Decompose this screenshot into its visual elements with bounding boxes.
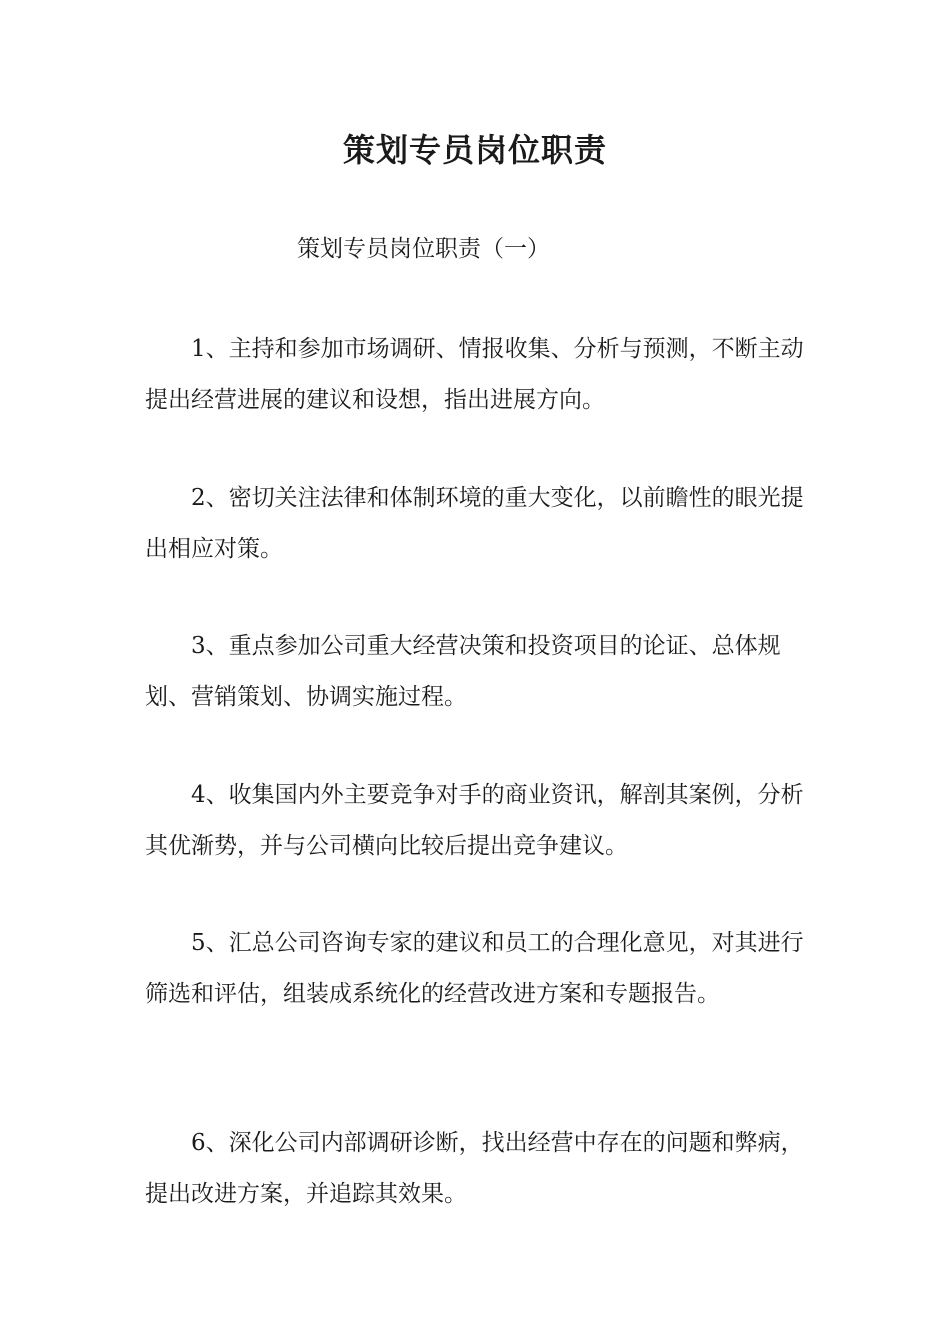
document-subtitle: 策划专员岗位职责（一） xyxy=(297,236,550,262)
duty-paragraph-6: 6、深化公司内部调研诊断，找出经营中存在的问题和弊病，提出改进方案，并追踪其效果。 xyxy=(145,1130,804,1207)
duty-paragraph-3: 3、重点参加公司重大经营决策和投资项目的论证、总体规划、营销策划、协调实施过程。 xyxy=(145,633,781,710)
duty-paragraph-2: 2、密切关注法律和体制环境的重大变化，以前瞻性的眼光提出相应对策。 xyxy=(145,485,804,562)
document-title: 策划专员岗位职责 xyxy=(342,131,607,169)
duty-paragraph-5: 5、汇总公司咨询专家的建议和员工的合理化意见，对其进行筛选和评估，组装成系统化的经营改进方案和专题报告。 xyxy=(145,930,804,1007)
duty-paragraph-4: 4、收集国内外主要竞争对手的商业资讯，解剖其案例，分析其优渐势，并与公司横向比较后提出竞争建议。 xyxy=(145,782,804,859)
duty-paragraph-1: 1、主持和参加市场调研、情报收集、分析与预测，不断主动提出经营进展的建议和设想，指出进展方向。 xyxy=(145,336,804,413)
